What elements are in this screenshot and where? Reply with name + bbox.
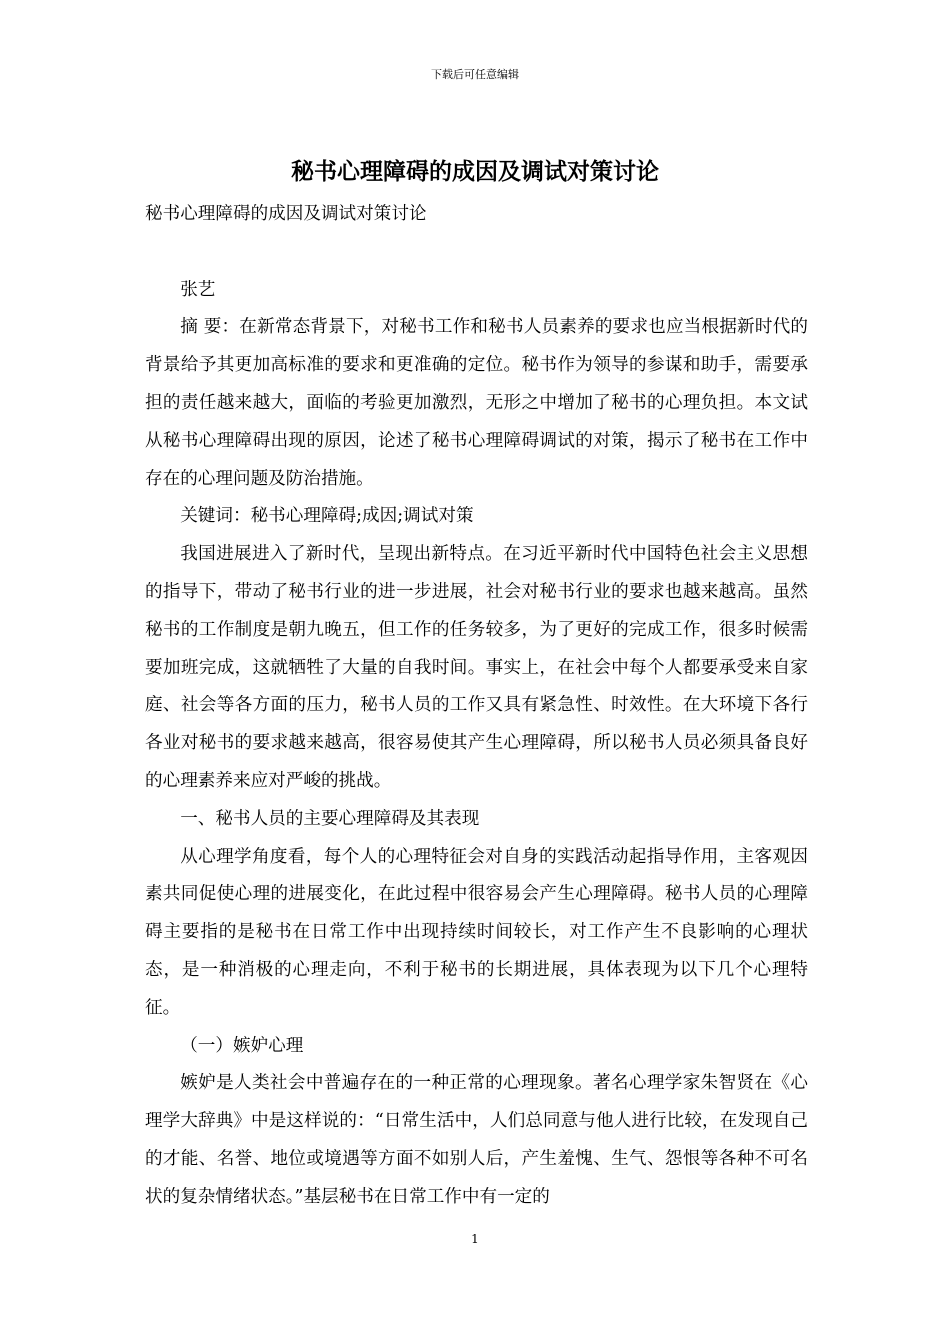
blank-line [145, 234, 808, 272]
subsection-heading: （一）嫉妒心理 [180, 1035, 304, 1056]
abstract-paragraph: 摘 要：在新常态背景下，对秘书工作和秘书人员素养的要求也应当根据新时代的背景给予其更加高标准的要求和更准确的定位。秘书作为领导的参谋和助手，需要承担的责任越来越大，面临的考验更加激烈，无形之中增加了秘书的心理负担。本文试从秘书心理障碍出现的原因，论述了秘书心理障碍调试的对策，揭示了秘书在工作中存在的心理问题及防治措施。 [145, 317, 808, 489]
keywords-line: 关键词：秘书心理障碍;成因;调试对策 [180, 506, 474, 527]
document-title: 秘书心理障碍的成因及调试对策讨论 [291, 158, 659, 185]
body-paragraph-jealousy: 嫉妒是人类社会中普遍存在的一种正常的心理现象。著名心理学家朱智贤在《心理学大辞典》中是这样说的：“日常生活中，人们总同意与他人进行比较，在发现自己的才能、名誉、地位或境遇等方面不如别人后，产生羞愧、生气、怨恨等各种不可名状的复杂情绪状态。”基层秘书在日常工作中有一定的 [145, 1073, 808, 1207]
body-paragraph-intro: 我国进展进入了新时代，呈现出新特点。在习近平新时代中国特色社会主义思想的指导下，带动了秘书行业的进一步进展，社会对秘书行业的要求也越来越高。虽然秘书的工作制度是朝九晚五，但工作的任务较多，为了更好的完成工作，很多时候需要加班完成，这就牺牲了大量的自我时间。事实上，在社会中每个人都要承受来自家庭、社会等各方面的压力，秘书人员的工作又具有紧急性、时效性。在大环境下各行各业对秘书的要求越来越高，很容易使其产生心理障碍，所以秘书人员必须具备良好的心理素养来应对严峻的挑战。 [145, 544, 808, 791]
body-paragraph-psychology: 从心理学角度看，每个人的心理特征会对自身的实践活动起指导作用，主客观因素共同促使心理的进展变化，在此过程中很容易会产生心理障碍。秘书人员的心理障碍主要指的是秘书在日常工作中出现持续时间较长，对工作产生不良影响的心理状态，是一种消极的心理走向，不利于秘书的长期进展，具体表现为以下几个心理特征。 [145, 846, 808, 1018]
author-name: 张艺 [180, 279, 216, 300]
section-heading: 一、秘书人员的主要心理障碍及其表现 [180, 808, 480, 829]
page-header-note: 下载后可任意编辑 [431, 68, 519, 81]
document-body [145, 196, 808, 1217]
document-subtitle: 秘书心理障碍的成因及调试对策讨论 [145, 204, 427, 224]
page-number: 1 [471, 1232, 479, 1246]
